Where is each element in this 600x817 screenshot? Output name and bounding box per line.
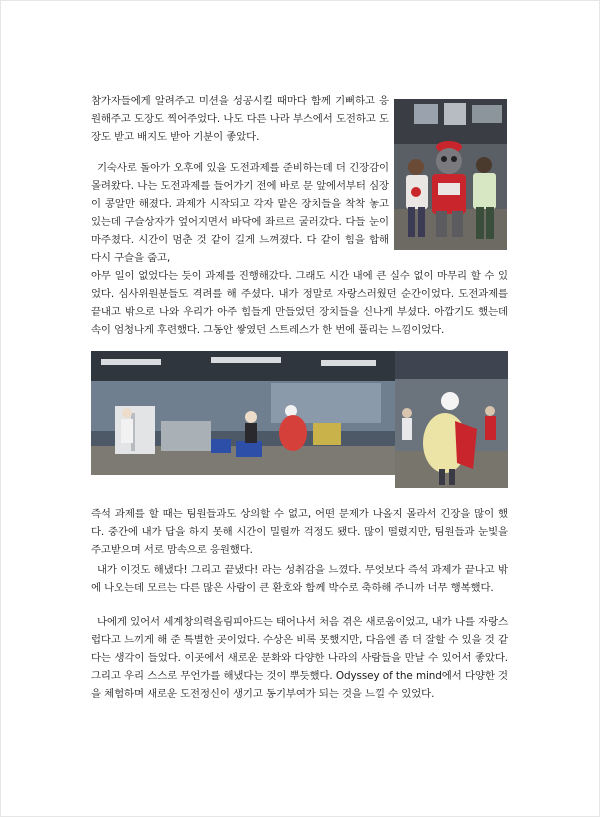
photo-mascot-with-students — [394, 99, 507, 250]
photo-team-devices-on-stage — [91, 351, 395, 475]
photo-student-in-costume — [395, 351, 508, 488]
paragraph-2-part-2: 아무 일이 없었다는 듯이 과제를 진행해갔다. 그래도 시간 내에 큰 실수 없이 마무리 할 수 있었다. 심사위원분들도 격려를 해 주셨다. 내가 정말로 자랑스러웠던 순간이었다. 도전과제를 끝내고 밖으로 나와 우리가 아주 힘들게 만들었던 장치들을 신나게 부셨다. 아깝기도 했는데 속이 엄청나게 후련했다. 그동안 쌓였던 스트레스가 한 번에 풀리는 느낌이었다. — [91, 270, 508, 336]
paragraph-4: 내가 이것도 해냈다! 그리고 끝냈다! 라는 성취감을 느꼈다. 무엇보다 즉석 과제가 끝나고 밖에 나오는데 모르는 다른 많은 사람이 큰 환호와 함께 박수로 축하해 주니까 너무 행복했다. — [91, 564, 508, 594]
paragraph-5: 나에게 있어서 세계창의력올림피아드는 태어나서 처음 겪은 새로움이었고, 내가 나를 자랑스럽다고 느끼게 해 준 특별한 곳이었다. 수상은 비록 못했지만, 다음엔 좀 더 잘할 수 있을 것 같다는 생각이 들었다. 이곳에서 새로운 문화와 다양한 나라의 사람들을 만날 수 있어서 좋았다. 그리고 우리 스스로 무언가를 해냈다는 것이 뿌듯했다. Odyssey of the mind에서 다양한 것을 체험하며 새로운 도전정신이 생기고 동기부여가 되는 것을 느낄 수 있었다. — [91, 616, 508, 700]
paragraph-2-part-1: 기숙사로 돌아가 오후에 있을 도전과제를 준비하는데 더 긴장감이 몰려왔다. 나는 도전과제를 들어가기 전에 바로 문 앞에서부터 심장이 콩알만 해졌다. 과제가 시작되고 각자 맡은 장치들을 착착 놓고 있는데 구슬상자가 엎어지면서 바닥에 좌르르 굴러갔다. 다들 눈이 마주쳤다. 시간이 멈춘 것 같이 길게 느껴졌다. 다 같이 힘을 합해 다시 구슬을 줍고, — [91, 162, 389, 264]
paragraph-3: 즉석 과제를 할 때는 팀원들과도 상의할 수 없고, 어떤 문제가 나올지 몰라서 긴장을 많이 했다. 중간에 내가 답을 하지 못해 시간이 밀릴까 걱정도 됐다. 많이 떨렸지만, 팀원들과 눈빛을 주고받으며 서로 맘속으로 응원했다. — [91, 508, 508, 556]
paragraph-1: 참가자들에게 알려주고 미션을 성공시킬 때마다 함께 기뻐하고 응원해주고 도장도 찍어주었다. 나도 다른 나라 부스에서 도전하고 도장도 받고 배지도 받아 기분이 좋았다. — [91, 95, 389, 143]
